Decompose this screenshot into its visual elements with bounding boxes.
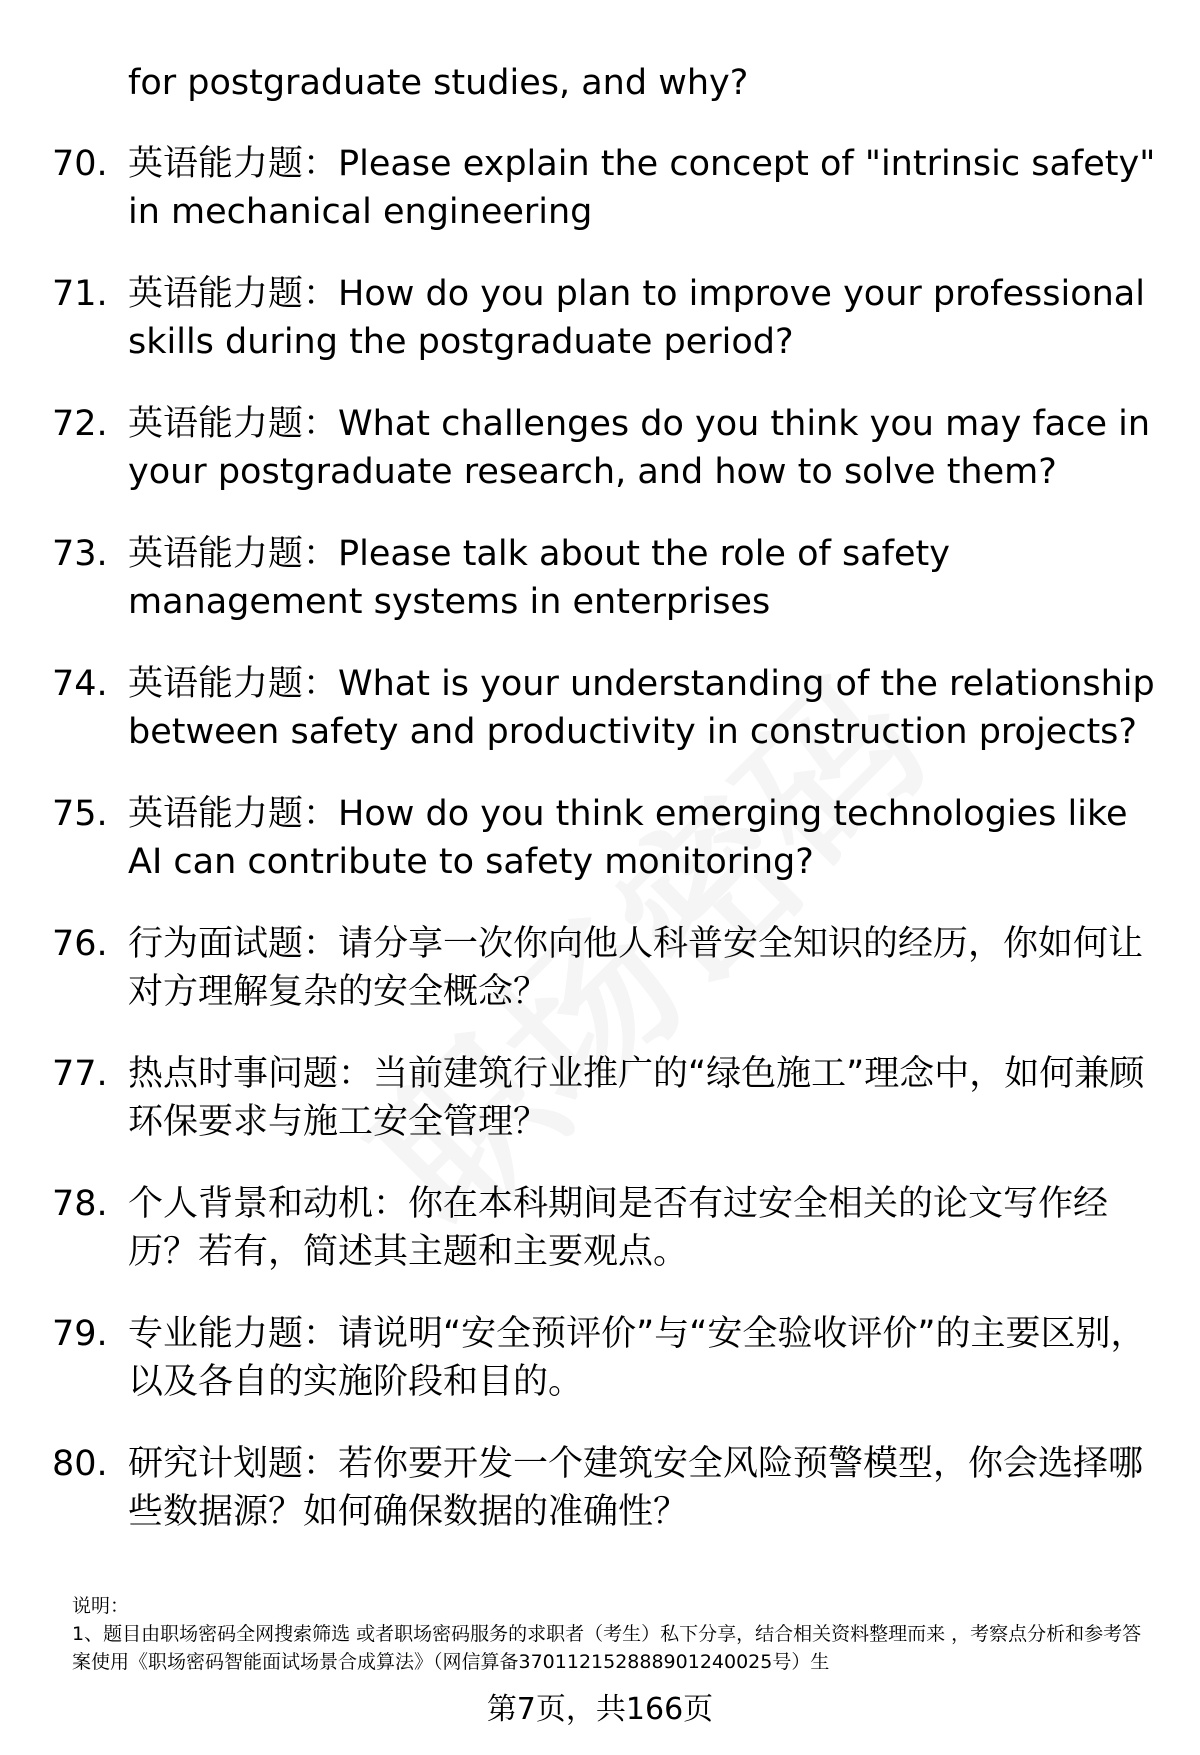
question-item bbox=[52, 270, 1162, 366]
notes-line: 1、题目由职场密码全网搜索筛选 或者职场密码服务的求职者（考生）私下分享，结合相关资料整理而来 ，考察点分析和参考答案使用《职场密码智能面试场景合成算法》（网信算备370112152888901240025号）生 bbox=[72, 1623, 1142, 1673]
question-number: 78. bbox=[52, 1184, 108, 1224]
page-footer: 第7页，共166页 bbox=[486, 1692, 714, 1727]
question-item bbox=[52, 660, 1162, 756]
notes bbox=[72, 1592, 1152, 1676]
question-item bbox=[52, 1440, 1162, 1536]
question-item bbox=[52, 790, 1162, 886]
question-number: 70. bbox=[52, 144, 108, 184]
continuation-text: for postgraduate studies, and why? bbox=[128, 63, 749, 103]
question-text: 研究计划题：若你要开发一个建筑安全风险预警模型，你会选择哪些数据源？如何确保数据的准确性？ bbox=[128, 1444, 1144, 1532]
question-text: 专业能力题：请说明“安全预评价”与“安全验收评价”的主要区别，以及各自的实施阶段和目的。 bbox=[128, 1314, 1146, 1402]
question-item bbox=[52, 1310, 1162, 1406]
question-text: 英语能力题：What challenges do you think you may face in your postgraduate research, and how to solve them? bbox=[128, 404, 1151, 492]
notes-title: 说明： bbox=[72, 1595, 130, 1617]
question-item bbox=[52, 400, 1162, 496]
question-item bbox=[52, 530, 1162, 626]
question-number: 72. bbox=[52, 404, 108, 444]
question-text: 行为面试题：请分享一次你向他人科普安全知识的经历，你如何让对方理解复杂的安全概念？ bbox=[128, 924, 1144, 1012]
question-list bbox=[52, 140, 1162, 1570]
question-item bbox=[52, 140, 1162, 236]
question-number: 79. bbox=[52, 1314, 108, 1354]
question-text: 英语能力题：How do you think emerging technologies like AI can contribute to safety monitoring? bbox=[128, 794, 1128, 882]
question-number: 75. bbox=[52, 794, 108, 834]
question-number: 71. bbox=[52, 274, 108, 314]
question-text: 英语能力题：Please explain the concept of "intrinsic safety" in mechanical engineering bbox=[128, 144, 1156, 232]
question-text: 英语能力题：How do you plan to improve your professional skills during the postgraduate period? bbox=[128, 274, 1145, 362]
question-item bbox=[52, 1180, 1162, 1276]
question-number: 80. bbox=[52, 1444, 108, 1484]
question-number: 77. bbox=[52, 1054, 108, 1094]
question-number: 74. bbox=[52, 664, 108, 704]
question-text: 英语能力题：What is your understanding of the relationship between safety and productivity in construction projects? bbox=[128, 664, 1155, 752]
question-text: 热点时事问题：当前建筑行业推广的“绿色施工”理念中，如何兼顾环保要求与施工安全管理？ bbox=[128, 1054, 1145, 1142]
question-text: 个人背景和动机：你在本科期间是否有过安全相关的论文写作经历？若有，简述其主题和主要观点。 bbox=[128, 1184, 1109, 1272]
question-number: 76. bbox=[52, 924, 108, 964]
question-item bbox=[52, 920, 1162, 1016]
question-number: 73. bbox=[52, 534, 108, 574]
question-item bbox=[52, 1050, 1162, 1146]
question-text: 英语能力题：Please talk about the role of safety management systems in enterprises bbox=[128, 534, 950, 622]
